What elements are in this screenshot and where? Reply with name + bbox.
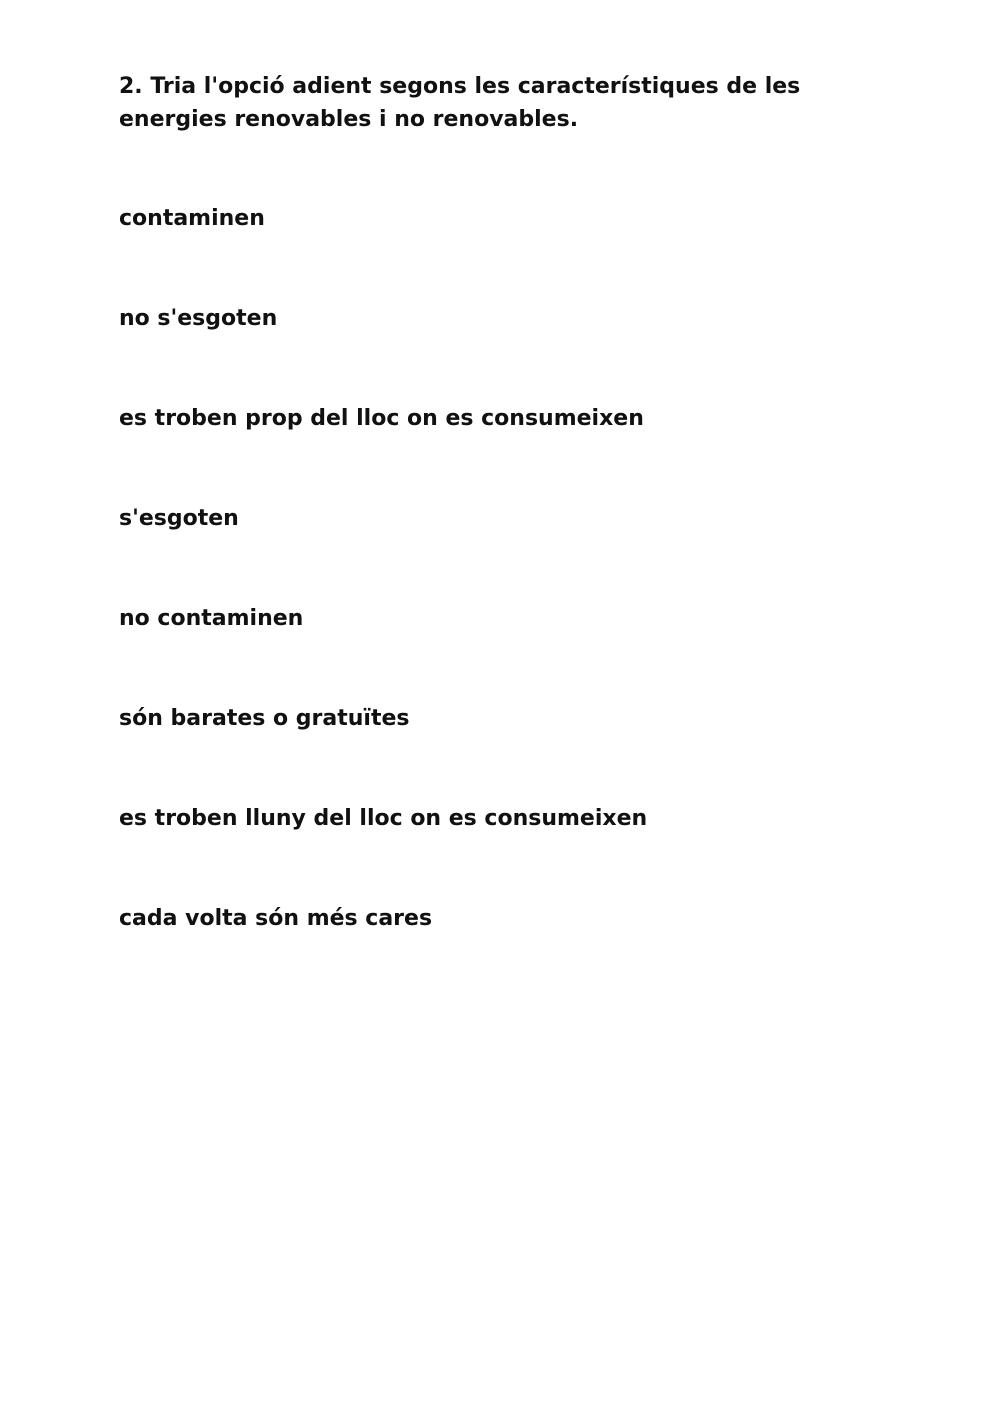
option-item[interactable]: es troben lluny del lloc on es consumeixen — [119, 806, 648, 831]
option-item[interactable]: són barates o gratuïtes — [119, 706, 410, 731]
option-item[interactable]: cada volta són més cares — [119, 906, 433, 931]
option-item[interactable]: no contaminen — [119, 606, 304, 631]
option-item[interactable]: s'esgoten — [119, 506, 239, 531]
question-text: 2. Tria l'opció adient segons les característiques de les energies renovables i no renovables. — [119, 74, 801, 132]
option-list — [119, 203, 879, 1003]
option-item[interactable]: no s'esgoten — [119, 306, 278, 331]
option-item[interactable]: contaminen — [119, 206, 265, 231]
option-item[interactable]: es troben prop del lloc on es consumeixen — [119, 406, 644, 431]
